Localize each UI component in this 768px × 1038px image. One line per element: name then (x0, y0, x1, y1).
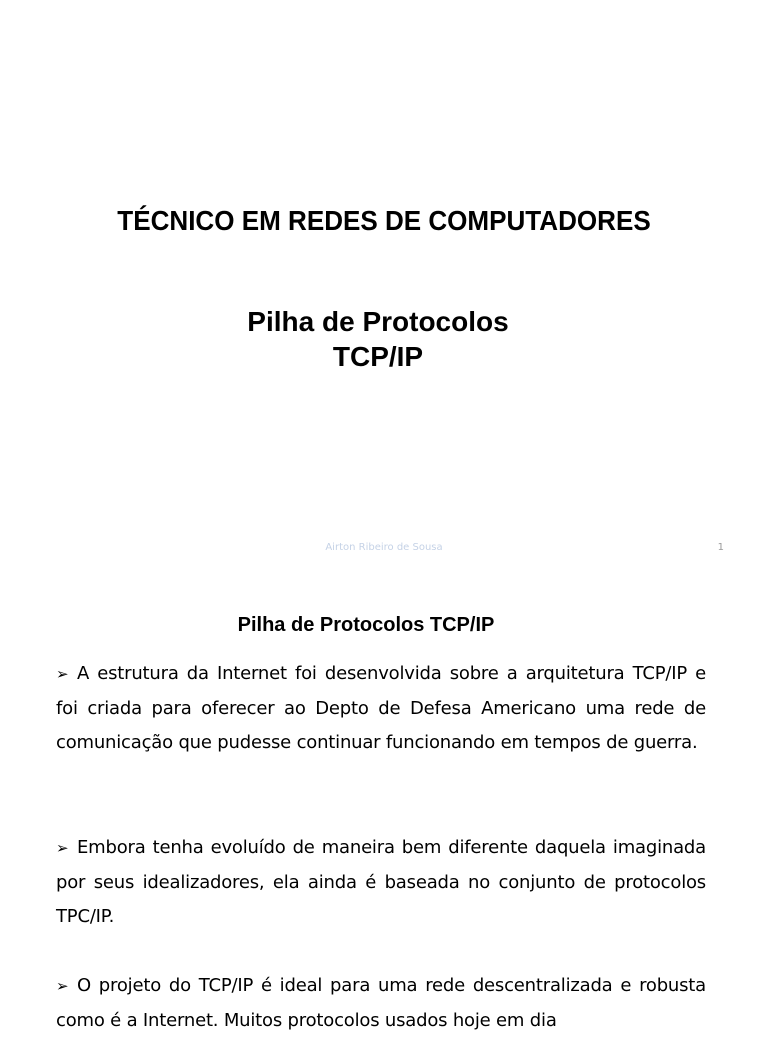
content-slide (0, 576, 768, 1031)
course-title: TÉCNICO EM REDES DE COMPUTADORES (117, 205, 651, 236)
page-number: 1 (717, 542, 724, 553)
footer-author: Airton Ribeiro de Sousa (325, 542, 443, 553)
arrow-bullet-icon: ➢ (56, 665, 69, 683)
paragraph-text: Embora tenha evoluído de maneira bem diferente daquela imaginada por seus idealizadores, ela ainda é baseada no conjunto de protocolos TPC/IP. (56, 837, 706, 927)
bullet-paragraph-1 (56, 657, 706, 761)
paragraph-text: O projeto do TCP/IP é ideal para uma rede descentralizada e robusta como é a Internet. Muitos protocolos usados hoje em dia (56, 975, 706, 1031)
bullet-paragraph-3 (56, 969, 706, 1038)
subtitle-line-1: Pilha de Protocolos (247, 306, 509, 337)
subtitle-line-2: TCP/IP (332, 341, 424, 372)
arrow-bullet-icon: ➢ (56, 839, 69, 857)
presentation-subtitle (0, 304, 756, 374)
bullet-paragraph-2 (56, 831, 706, 935)
paragraph-text: A estrutura da Internet foi desenvolvida sobre a arquitetura TCP/IP e foi criada para oferecer ao Depto de Defesa Americano uma rede de comunicação que pudesse continuar funcionando em tempos de guerra. (56, 663, 706, 753)
slide-heading: Pilha de Protocolos TCP/IP (237, 614, 495, 636)
arrow-bullet-icon: ➢ (56, 977, 69, 995)
